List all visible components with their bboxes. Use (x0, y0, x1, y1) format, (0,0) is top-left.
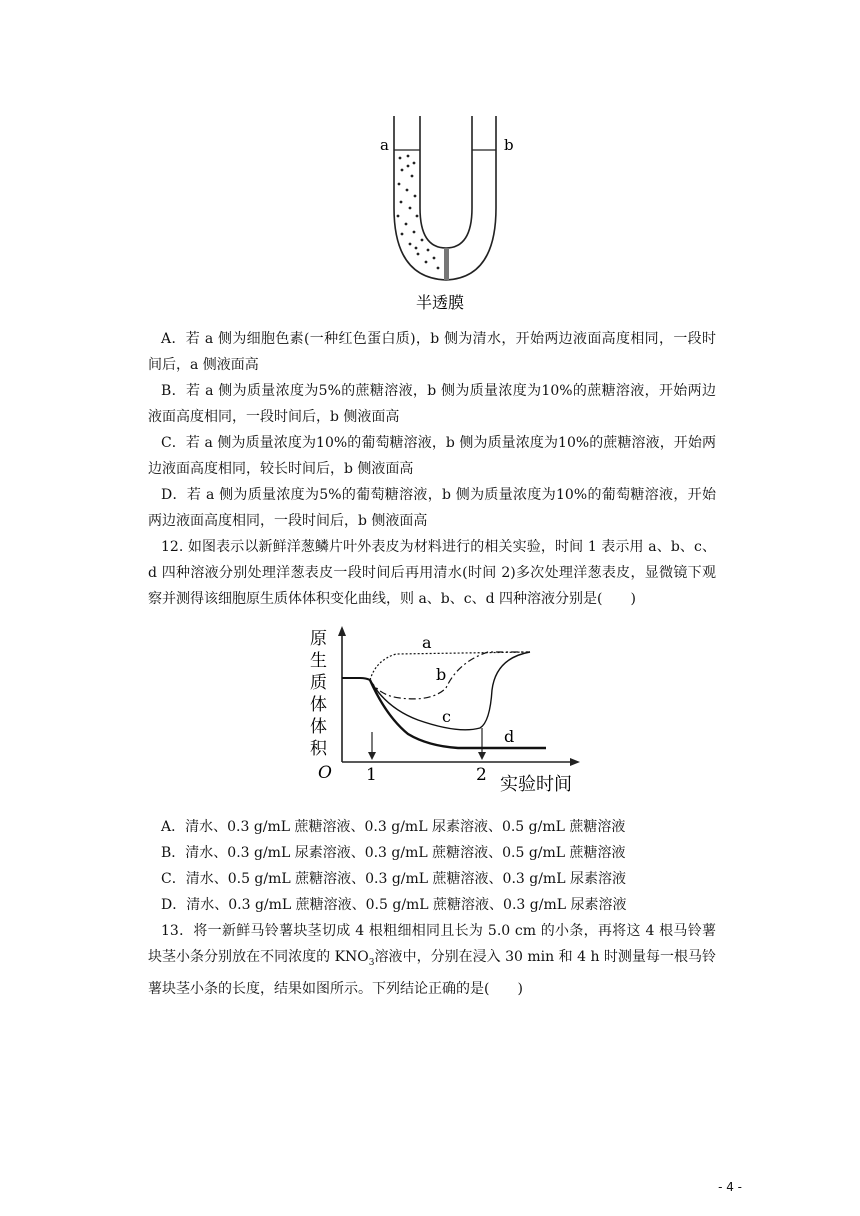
q13-stem-part1: 13．将一新鲜马铃薯块茎切成 4 根粗细相同且长为 5.0 cm 的小条，再将这 4 根马铃薯块茎小条分别放在不同浓度的 KNO (148, 923, 716, 965)
label-a: a (380, 136, 389, 154)
ylabel-char-1: 原 (310, 629, 327, 649)
q11-option-a: A．若 a 侧为细胞色素(一种红色蛋白质)，b 侧为清水，开始两边液面高度相同，一段时间后，a 侧液面高 (148, 331, 716, 373)
q12-option-a: A．清水、0.3 g/mL 蔗糖溶液、0.3 g/mL 尿素溶液、0.5 g/mL 蔗糖溶液 (161, 819, 626, 835)
y-axis-arrow (338, 626, 346, 636)
curve-d (370, 680, 546, 748)
x-axis-label: 实验时间 (500, 774, 572, 795)
semipermeable-membrane (444, 248, 449, 280)
curve-a (370, 652, 530, 680)
q13-subscript: 3 (368, 957, 375, 968)
membrane-caption: 半透膜 (416, 293, 465, 312)
tick-2: 2 (476, 765, 487, 785)
label-b: b (504, 136, 514, 154)
time1-arrow (368, 752, 376, 760)
u-tube-figure (372, 108, 522, 318)
q12-option-c: C．清水、0.5 g/mL 蔗糖溶液、0.3 g/mL 蔗糖溶液、0.3 g/mL 尿素溶液 (161, 871, 626, 887)
origin-label: O (318, 763, 332, 783)
q12-option-b: B．清水、0.3 g/mL 尿素溶液、0.3 g/mL 蔗糖溶液、0.5 g/mL 蔗糖溶液 (161, 845, 626, 861)
q13-stem (148, 918, 716, 1002)
curve-d-label: d (504, 727, 515, 746)
ylabel-char-3: 质 (310, 673, 327, 693)
q13-stem-part2: 溶液中，分别在浸入 30 min 和 4 h 时测量每一根马铃薯块茎小条的长度，结果如图所示。下列结论正确的是( ) (148, 949, 716, 997)
ylabel-char-5: 体 (310, 717, 327, 737)
curve-c-label: c (442, 707, 451, 726)
ylabel-char-4: 体 (310, 695, 327, 715)
curve-b (370, 652, 530, 699)
protoplast-volume-figure (308, 622, 598, 818)
q11-option-b: B．若 a 侧为质量浓度为5%的蔗糖溶液，b 侧为质量浓度为10%的蔗糖溶液，开始两边液面高度相同，一段时间后，b 侧液面高 (148, 383, 716, 425)
page-number: - 4 - (718, 1180, 742, 1194)
ylabel-char-6: 积 (310, 739, 327, 759)
ylabel-char-2: 生 (310, 651, 327, 671)
q11-option-d: D．若 a 侧为质量浓度为5%的葡萄糖溶液，b 侧为质量浓度为10%的葡萄糖溶液，开始两边液面高度相同，一段时间后，b 侧液面高 (148, 487, 716, 529)
q11-option-c: C．若 a 侧为质量浓度为10%的葡萄糖溶液，b 侧为质量浓度为10%的蔗糖溶液，开始两边液面高度相同，较长时间后，b 侧液面高 (148, 435, 716, 477)
tick-1: 1 (366, 765, 377, 785)
curve-b-label: b (436, 665, 447, 684)
q12-option-d: D．清水、0.3 g/mL 蔗糖溶液、0.5 g/mL 蔗糖溶液、0.3 g/mL 尿素溶液 (161, 897, 627, 913)
curve-a-label: a (422, 633, 432, 652)
time2-arrow (478, 752, 486, 760)
x-axis-arrow (570, 758, 580, 766)
q12-stem: 12. 如图表示以新鲜洋葱鳞片叶外表皮为材料进行的相关实验，时间 1 表示用 a、b、c、d 四种溶液分别处理洋葱表皮一段时间后再用清水(时间 2)多次处理洋葱表皮，显微镜下观察并测得该细胞原生质体体积变化曲线，则 a、b、c、d 四种溶液分别是( ) (148, 539, 716, 607)
